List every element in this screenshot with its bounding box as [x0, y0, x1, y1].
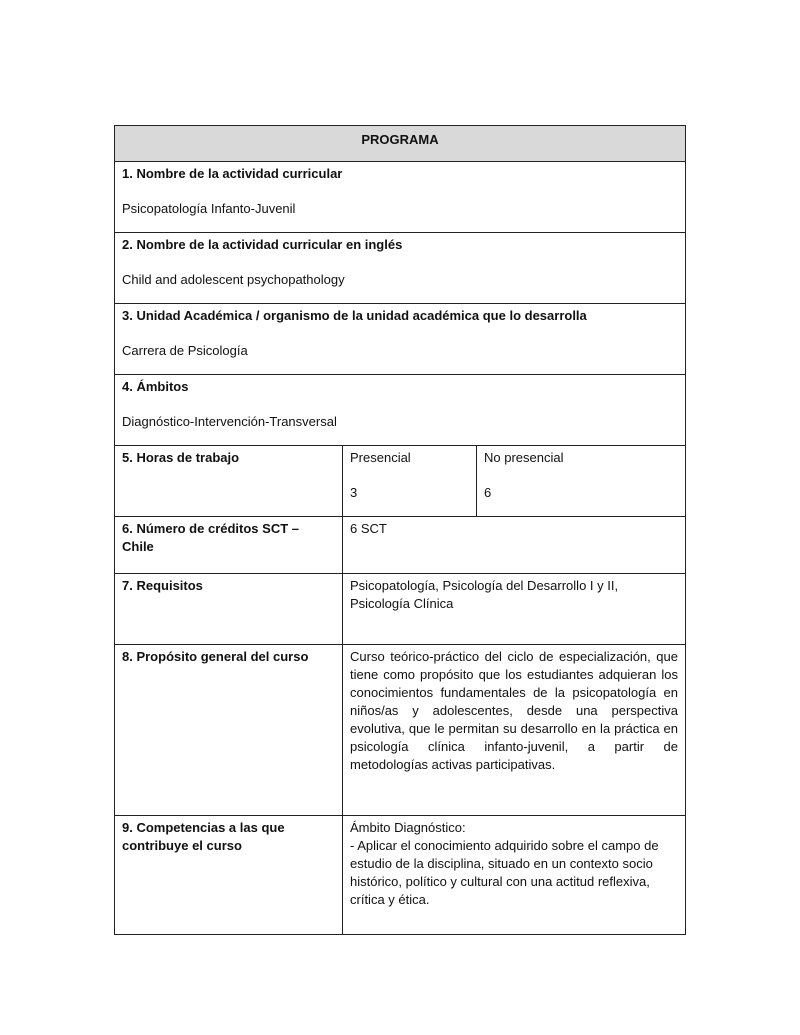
purpose-value: Curso teórico-práctico del ciclo de especialización, que tiene como propósito que los estudiantes adquieran los conocimientos fundamentales de la psicopatología en niños/as y adolescentes, desde una perspectiva evolutiva, que le permitan su desarrollo en la práctica en psicología clínica infanto-juvenil, a partir de metodologías activas participativas.	[342, 644, 686, 816]
label: 2. Nombre de la actividad curricular en inglés	[122, 237, 403, 252]
row-activity-name	[114, 161, 686, 233]
heading: Ámbito Diagnóstico:	[350, 820, 466, 835]
hours-label: 5. Horas de trabajo	[114, 445, 343, 517]
label: Presencial	[350, 450, 411, 465]
credits-value: 6 SCT	[342, 516, 686, 574]
presencial-cell	[342, 445, 477, 517]
no-presencial-cell	[476, 445, 686, 517]
value: 6	[484, 485, 492, 500]
text: - Aplicar el conocimiento adquirido sobre el campo de estudio de la disciplina, situado en un contexto socio histórico, político y cultural con una actitud reflexiva, crítica y ética.	[350, 838, 659, 907]
value: Psicopatología Infanto-Juvenil	[122, 201, 296, 216]
requirements-label: 7. Requisitos	[114, 573, 343, 645]
value: Diagnóstico-Intervención-Transversal	[122, 414, 337, 429]
table-header: PROGRAMA	[114, 125, 686, 162]
row-ambitos	[114, 374, 686, 446]
competencies-label: 9. Competencias a las que contribuye el curso	[114, 815, 343, 935]
label: No presencial	[484, 450, 564, 465]
row-english-name	[114, 232, 686, 304]
value: Carrera de Psicología	[122, 343, 248, 358]
label: 4. Ámbitos	[122, 379, 189, 394]
credits-label: 6. Número de créditos SCT – Chile	[114, 516, 343, 574]
label: 1. Nombre de la actividad curricular	[122, 166, 343, 181]
value: Child and adolescent psychopathology	[122, 272, 345, 287]
row-academic-unit	[114, 303, 686, 375]
value: 3	[350, 485, 358, 500]
label: 3. Unidad Académica / organismo de la unidad académica que lo desarrolla	[122, 308, 587, 323]
requirements-value: Psicopatología, Psicología del Desarrollo I y II, Psicología Clínica	[342, 573, 686, 645]
purpose-label: 8. Propósito general del curso	[114, 644, 343, 816]
competencies-value	[342, 815, 686, 935]
